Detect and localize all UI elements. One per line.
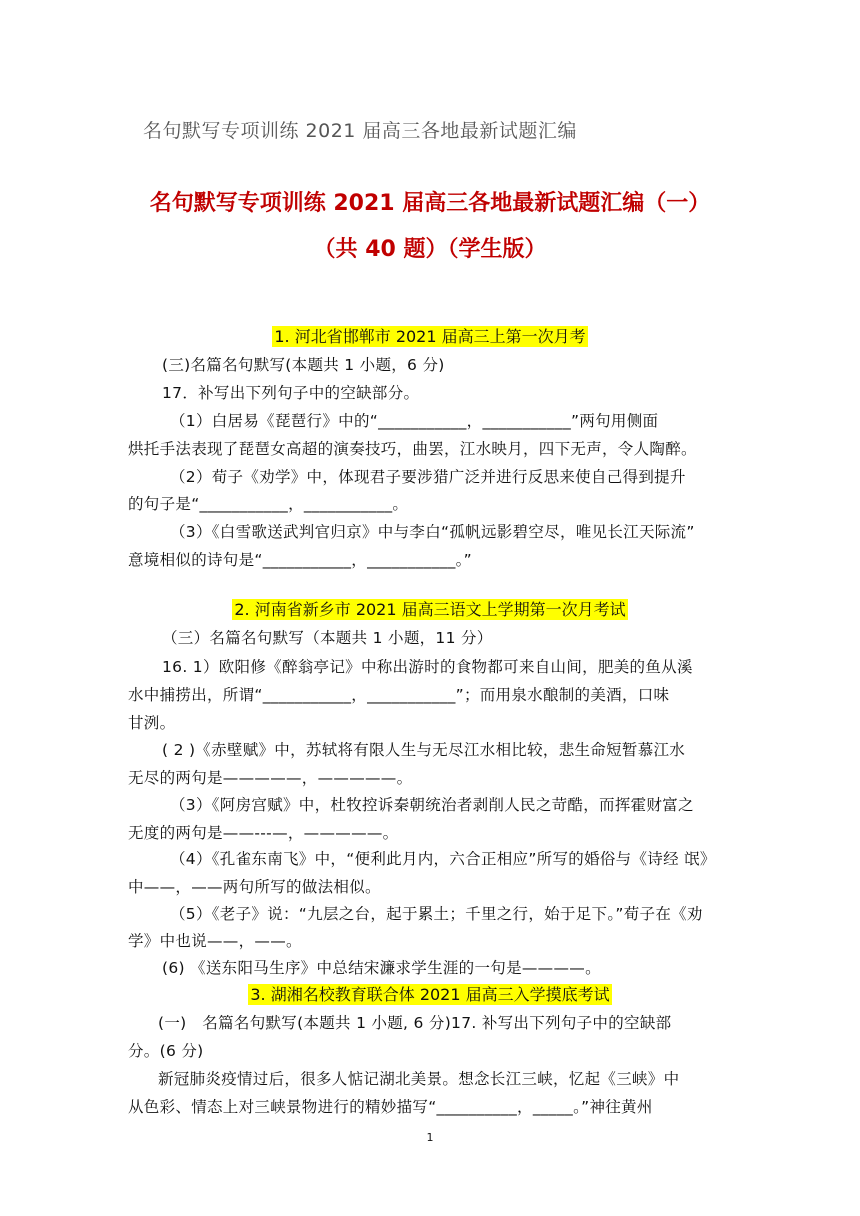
text-line: 16. 1）欧阳修《醉翁亭记》中称出游时的食物都可来自山间，肥美的鱼从溪	[162, 658, 693, 676]
text-line: 水中捕捞出，所谓“___________，___________”；而用泉水酿制的美酒，口味	[128, 686, 670, 704]
text-line: 的句子是“___________，___________。	[128, 495, 409, 513]
text-line: 无度的两句是——---—，—————。	[128, 824, 399, 842]
text-line: （4）《孔雀东南飞》中，“便利此月内，六合正相应”所写的婚俗与《诗经 氓》	[170, 850, 716, 868]
page-header: 名句默写专项训练 2021 届高三各地最新试题汇编	[143, 120, 577, 142]
text-line: （1）白居易《琵琶行》中的“___________，___________”两句用侧面	[170, 412, 659, 430]
section-heading-2: 2. 河南省新乡市 2021 届高三语文上学期第一次月考试	[234, 600, 626, 619]
text-line: （三）名篇名句默写（本题共 1 小题，11 分）	[162, 629, 493, 647]
text-line: (一) 名篇名句默写(本题共 1 小题, 6 分)17. 补写出下列句子中的空缺部	[158, 1014, 672, 1032]
text-line: (三)名篇名句默写(本题共 1 小题，6 分)	[162, 356, 445, 374]
section-heading-1: 1. 河北省邯郸市 2021 届高三上第一次月考	[274, 327, 586, 346]
page-number: 1	[426, 1131, 434, 1144]
text-line: 烘托手法表现了琵琶女高超的演奏技巧，曲罢，江水映月，四下无声，令人陶醉。	[128, 440, 697, 458]
text-line: ( 2 )《赤壁赋》中，苏轼将有限人生与无尽江水相比较，悲生命短暂慕江水	[162, 741, 686, 759]
text-line: 17．补写出下列句子中的空缺部分。	[162, 384, 420, 402]
text-line: 意境相似的诗句是“___________，___________。”	[128, 551, 473, 569]
text-line: （3）《白雪歌送武判官归京》中与李白“孤帆远影碧空尽，唯见长江天际流”	[170, 523, 695, 541]
text-line: 甘洌。	[128, 714, 176, 732]
section-heading-3: 3. 湖湘名校教育联合体 2021 届高三入学摸底考试	[250, 985, 610, 1004]
text-line: 从色彩、情态上对三峡景物进行的精妙描写“__________，_____。”神往黄州	[128, 1098, 653, 1116]
text-line: 分。(6 分)	[128, 1042, 204, 1060]
text-line: (6) 《送东阳马生序》中总结宋濂求学生涯的一句是————。	[162, 959, 601, 977]
text-line: 新冠肺炎疫情过后，很多人惦记湖北美景。想念长江三峡，忆起《三峡》中	[158, 1070, 680, 1088]
document-subtitle: （共 40 题）（学生版）	[313, 237, 547, 262]
text-line: 学》中也说——，——。	[128, 932, 302, 950]
text-line: （5）《老子》说：“九层之台，起于累土；千里之行，始于足下。”荀子在《劝	[170, 905, 703, 923]
text-line: （2）荀子《劝学》中，体现君子要涉猎广泛并进行反思来使自己得到提升	[170, 468, 686, 486]
text-line: 无尽的两句是—————，—————。	[128, 769, 413, 787]
document-title: 名句默写专项训练 2021 届高三各地最新试题汇编（一）	[149, 191, 711, 216]
text-line: 中——，——两句所写的做法相似。	[128, 878, 381, 896]
text-line: （3）《阿房宫赋》中，杜牧控诉秦朝统治者剥削人民之苛酷，而挥霍财富之	[170, 796, 694, 814]
